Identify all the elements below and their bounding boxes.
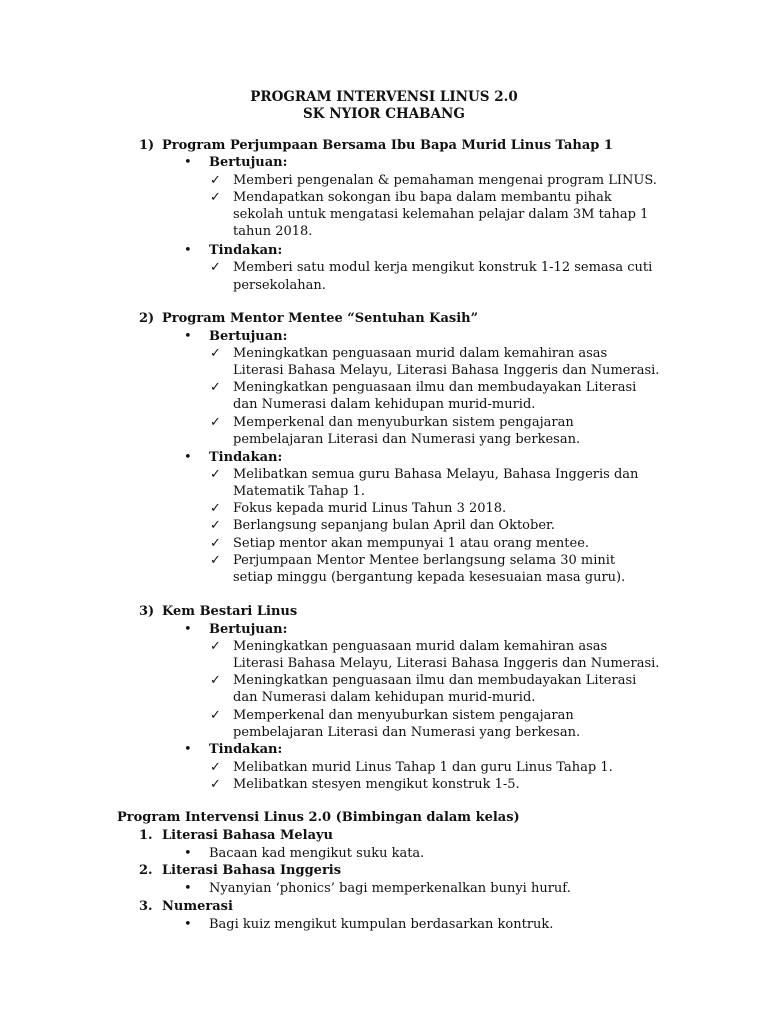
document-title: PROGRAM INTERVENSI LINUS 2.0 — [250, 89, 518, 105]
list-item: Meningkatkan penguasaan murid dalam kemahiran asas — [233, 639, 608, 654]
bullet-icon: • — [184, 622, 192, 637]
section-heading: Program Mentor Mentee “Sentuhan Kasih” — [162, 311, 479, 326]
list-item: Setiap mentor akan mempunyai 1 atau orang mentee. — [233, 536, 590, 551]
subheading-bertujuan: Bertujuan: — [209, 155, 288, 170]
list-item-continued: tahun 2018. — [233, 224, 313, 239]
checkmark-icon: ✓ — [210, 673, 221, 688]
checkmark-icon: ✓ — [210, 639, 221, 654]
list-item: Perjumpaan Mentor Mentee berlangsung selama 30 minit — [233, 553, 616, 568]
subheading-tindakan: Tindakan: — [209, 243, 283, 258]
list-item: Berlangsung sepanjang bulan April dan Oktober. — [233, 518, 555, 533]
list-item: Melibatkan murid Linus Tahap 1 dan guru Linus Tahap 1. — [233, 760, 613, 775]
item-number: 2. — [139, 863, 153, 878]
list-item: Melibatkan stesyen mengikut konstruk 1-5. — [233, 777, 520, 792]
checkmark-icon: ✓ — [210, 760, 221, 775]
bullet-icon: • — [184, 243, 192, 258]
bullet-icon: • — [184, 329, 192, 344]
item-number: 3. — [139, 899, 153, 914]
bullet-icon: • — [184, 881, 192, 896]
checkmark-icon: ✓ — [210, 777, 221, 792]
school-name: SK NYIOR CHABANG — [303, 106, 465, 122]
checkmark-icon: ✓ — [210, 173, 221, 188]
list-item-continued: Matematik Tahap 1. — [233, 484, 365, 499]
bullet-icon: • — [184, 155, 192, 170]
checkmark-icon: ✓ — [210, 346, 221, 361]
list-item: Meningkatkan penguasaan ilmu dan membudayakan Literasi — [233, 380, 637, 395]
bullet-icon: • — [184, 742, 192, 757]
checkmark-icon: ✓ — [210, 190, 221, 205]
checkmark-icon: ✓ — [210, 518, 221, 533]
list-item: Memperkenal dan menyuburkan sistem pengajaran — [233, 415, 574, 430]
checkmark-icon: ✓ — [210, 415, 221, 430]
subheading-bertujuan: Bertujuan: — [209, 329, 288, 344]
list-item: Meningkatkan penguasaan murid dalam kemahiran asas — [233, 346, 608, 361]
subheading-tindakan: Tindakan: — [209, 742, 283, 757]
list-item-continued: Literasi Bahasa Melayu, Literasi Bahasa Inggeris dan Numerasi. — [233, 656, 660, 671]
section-number: 1) — [139, 138, 155, 153]
bullet-icon: • — [184, 846, 192, 861]
list-item: Memberi satu modul kerja mengikut konstruk 1-12 semasa cuti — [233, 260, 653, 275]
section-number: 2) — [139, 311, 155, 326]
checkmark-icon: ✓ — [210, 467, 221, 482]
checkmark-icon: ✓ — [210, 380, 221, 395]
list-item: Bagi kuiz mengikut kumpulan berdasarkan kontruk. — [209, 917, 554, 932]
list-item: Meningkatkan penguasaan ilmu dan membudayakan Literasi — [233, 673, 637, 688]
list-item-continued: pembelajaran Literasi dan Numerasi yang berkesan. — [233, 725, 581, 740]
section-number: 3) — [139, 604, 155, 619]
checkmark-icon: ✓ — [210, 553, 221, 568]
checkmark-icon: ✓ — [210, 260, 221, 275]
subheading-bertujuan: Bertujuan: — [209, 622, 288, 637]
list-item-continued: dan Numerasi dalam kehidupan murid-murid. — [233, 690, 536, 705]
list-item-continued: persekolahan. — [233, 278, 326, 293]
list-item-continued: setiap minggu (bergantung kepada kesesuaian masa guru). — [233, 570, 626, 585]
checkmark-icon: ✓ — [210, 536, 221, 551]
bullet-icon: • — [184, 450, 192, 465]
list-item-continued: sekolah untuk mengatasi kelemahan pelajar dalam 3M tahap 1 — [233, 207, 649, 222]
class-guidance-heading: Program Intervensi Linus 2.0 (Bimbingan dalam kelas) — [117, 810, 520, 825]
list-item-continued: Literasi Bahasa Melayu, Literasi Bahasa Inggeris dan Numerasi. — [233, 363, 660, 378]
section-heading: Program Perjumpaan Bersama Ibu Bapa Murid Linus Tahap 1 — [162, 138, 613, 153]
subheading-tindakan: Tindakan: — [209, 450, 283, 465]
bullet-icon: • — [184, 917, 192, 932]
item-heading: Numerasi — [162, 899, 233, 914]
list-item-continued: dan Numerasi dalam kehidupan murid-murid. — [233, 397, 536, 412]
list-item: Fokus kepada murid Linus Tahun 3 2018. — [233, 501, 507, 516]
checkmark-icon: ✓ — [210, 708, 221, 723]
item-heading: Literasi Bahasa Inggeris — [162, 863, 342, 878]
list-item: Bacaan kad mengikut suku kata. — [209, 846, 425, 861]
item-heading: Literasi Bahasa Melayu — [162, 828, 333, 843]
list-item: Nyanyian ‘phonics’ bagi memperkenalkan bunyi huruf. — [209, 881, 571, 896]
checkmark-icon: ✓ — [210, 501, 221, 516]
list-item: Memberi pengenalan & pemahaman mengenai program LINUS. — [233, 173, 657, 188]
list-item: Memperkenal dan menyuburkan sistem pengajaran — [233, 708, 574, 723]
item-number: 1. — [139, 828, 153, 843]
section-heading: Kem Bestari Linus — [162, 604, 298, 619]
list-item: Mendapatkan sokongan ibu bapa dalam membantu pihak — [233, 190, 612, 205]
list-item-continued: pembelajaran Literasi dan Numerasi yang berkesan. — [233, 432, 581, 447]
list-item: Melibatkan semua guru Bahasa Melayu, Bahasa Inggeris dan — [233, 467, 639, 482]
